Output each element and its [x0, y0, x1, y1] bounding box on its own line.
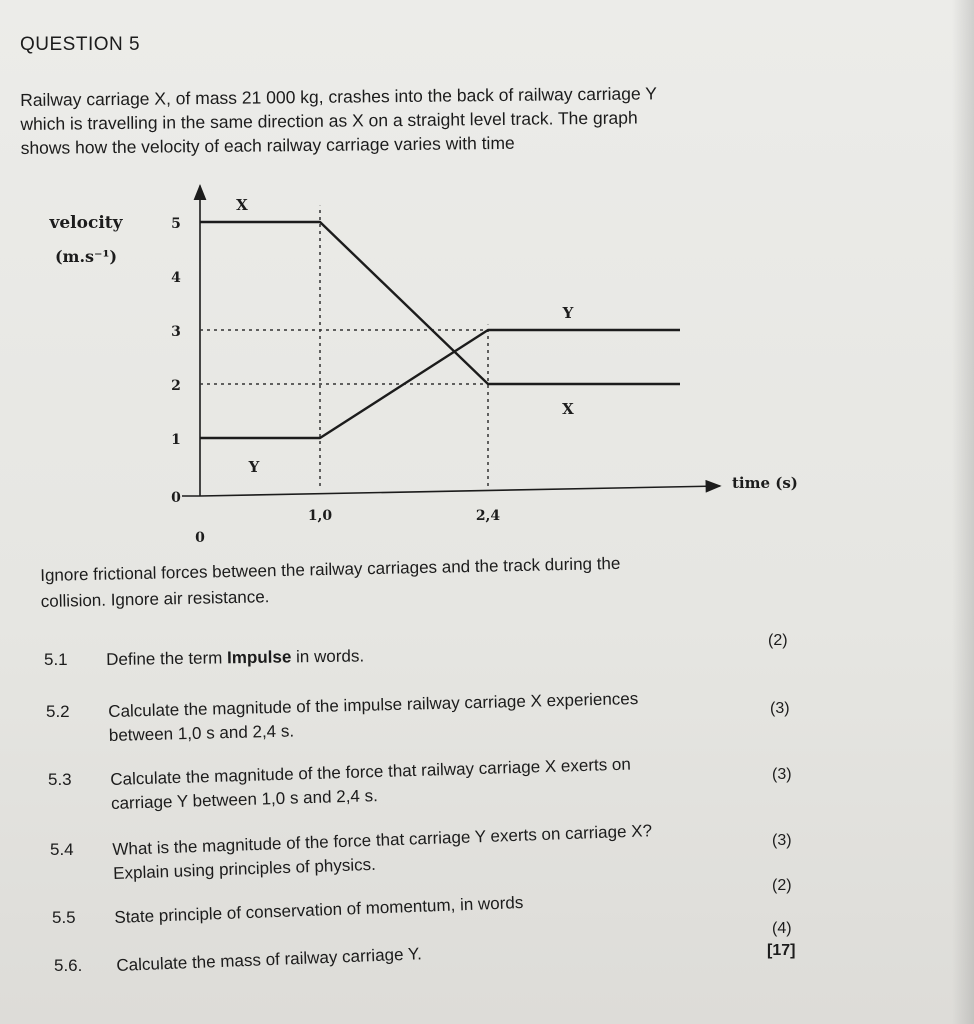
marks-5-6: (4)	[772, 920, 792, 937]
y-tick-label: 3	[171, 324, 181, 340]
question-text-post: in words.	[291, 646, 365, 667]
x-origin-tick-label: 0	[195, 530, 205, 546]
y-tick-label: 0	[171, 490, 181, 506]
x-tick-label: 1,0	[307, 508, 333, 524]
question-number: 5.5	[52, 908, 76, 927]
x-axis-label: time (s)	[732, 474, 798, 492]
question-number: 5.1	[44, 650, 68, 669]
question-line: Calculate the magnitude of the impulse railway carriage X experiences	[108, 689, 639, 721]
y-axis-label: velocity	[49, 213, 123, 233]
question-line: Calculate the magnitude of the force that railway carriage X exerts on	[110, 754, 632, 789]
question-number: 5.6.	[54, 956, 83, 975]
x-tick-label: 2,4	[475, 508, 501, 524]
question-number: 5.3	[48, 770, 72, 789]
x-axis	[200, 486, 720, 496]
intro-line: Railway carriage X, of mass 21 000 kg, crashes into the back of railway carriage Y	[20, 83, 657, 110]
y-tick-label: 1	[171, 432, 181, 448]
note-line: collision. Ignore air resistance.	[40, 587, 270, 611]
marks-5-2: (3)	[770, 700, 790, 717]
question-title: QUESTION 5	[20, 34, 141, 55]
question-term: Impulse	[226, 647, 292, 668]
marks-5-5: (2)	[772, 877, 792, 894]
question-number: 5.4	[50, 840, 74, 859]
marks-5-1: (2)	[768, 632, 788, 649]
marks-5-4: (3)	[772, 832, 792, 849]
intro-line: shows how the velocity of each railway carriage varies with time	[20, 132, 515, 158]
marks-5-3: (3)	[772, 766, 792, 783]
question-line: between 1,0 s and 2,4 s.	[108, 721, 295, 745]
y-tick-label: 4	[171, 270, 181, 286]
intro-line: which is travelling in the same direction as X on a straight level track. The graph	[20, 107, 638, 134]
note-line: Ignore frictional forces between the railway carriages and the track during the	[40, 553, 621, 585]
series-label-y: Y	[248, 458, 260, 476]
y-tick-label: 5	[171, 216, 181, 232]
question-line: What is the magnitude of the force that carriage Y exerts on carriage X?	[112, 821, 653, 859]
intro-paragraph	[20, 80, 781, 160]
y-axis-unit: (m.s⁻¹)	[54, 247, 118, 266]
series-label-x: X	[236, 196, 248, 214]
velocity-time-graph	[40, 170, 798, 560]
question-text-pre: Define the term	[106, 648, 228, 669]
question-number: 5.2	[46, 702, 70, 721]
question-line: State principle of conservation of momentum, in words	[114, 893, 524, 927]
page-edge-shadow	[952, 0, 974, 1024]
y-tick-label: 2	[171, 378, 181, 394]
question-text	[106, 644, 364, 672]
question-line: Calculate the mass of railway carriage Y.	[116, 944, 423, 975]
question-line: carriage Y between 1,0 s and 2,4 s.	[110, 786, 379, 813]
total-marks: [17]	[767, 942, 796, 959]
series-label-y: Y	[562, 304, 574, 322]
question-line: Explain using principles of physics.	[112, 854, 377, 883]
series-label-x: X	[562, 400, 574, 418]
